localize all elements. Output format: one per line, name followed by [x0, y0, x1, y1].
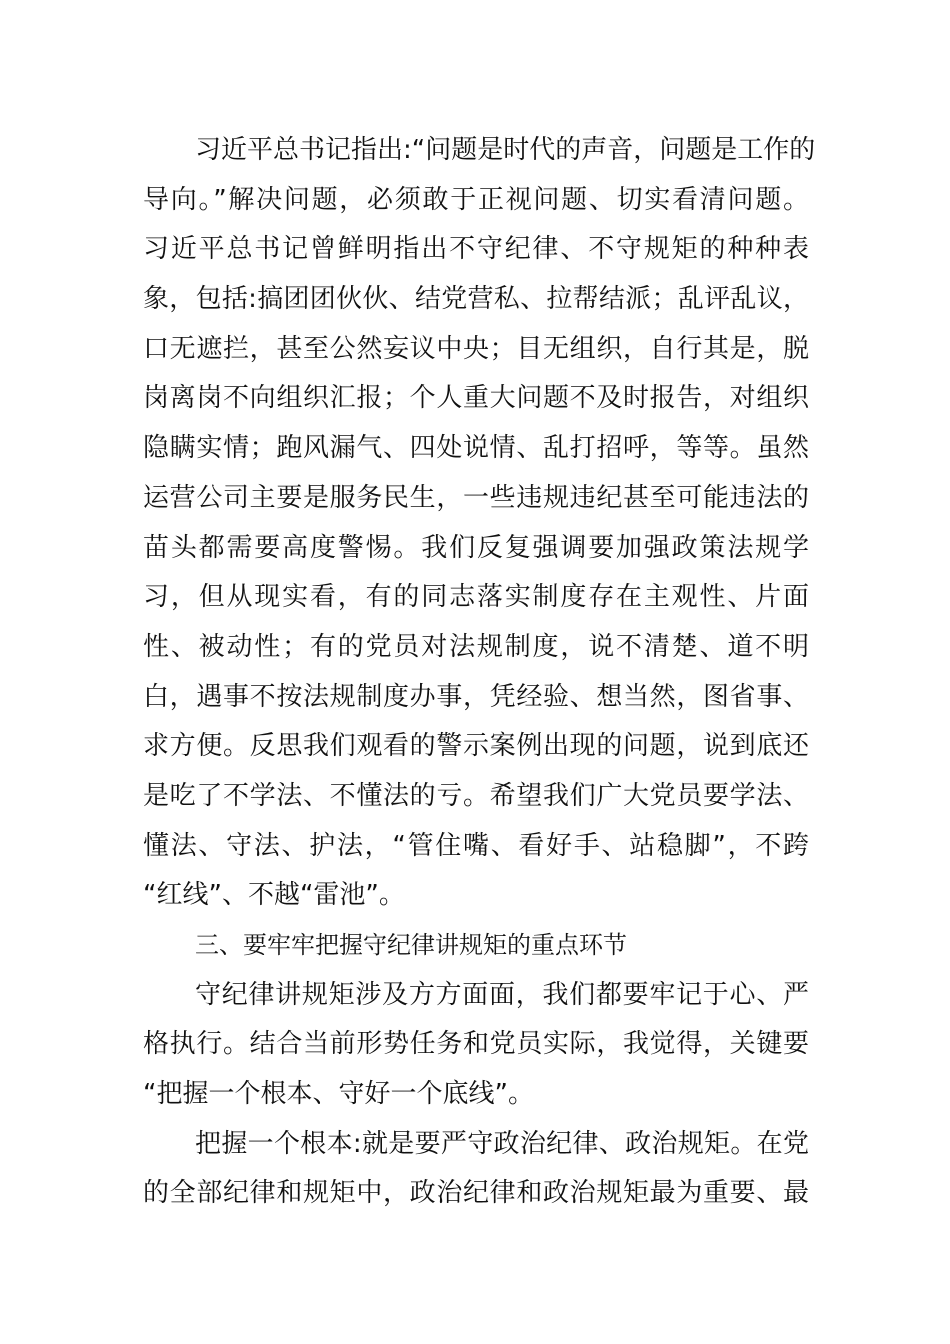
- paragraph-line: 把握一个根本:就是要严守政治纪律、政治规矩。在党: [195, 1128, 809, 1159]
- body-text: [143, 126, 816, 1219]
- section-heading: 三、要牢牢把握守纪律讲规矩的重点环节: [195, 931, 627, 959]
- paragraph-line: 求方便。反思我们观看的警示案例出现的问题，说到底还: [143, 731, 809, 762]
- paragraph-line: 白，遇事不按法规制度办事，凭经验、想当然，图省事、: [143, 681, 809, 712]
- paragraph-line: 习近平总书记曾鲜明指出不守纪律、不守规矩的种种表: [143, 234, 809, 265]
- paragraph-line: 运营公司主要是服务民生，一些违规违纪甚至可能违法的: [143, 482, 809, 513]
- paragraph-line: 苗头都需要高度警惕。我们反复强调要加强政策法规学: [143, 532, 809, 563]
- paragraph-line: 懂法、守法、护法，“管住嘴、看好手、站稳脚”，不跨: [143, 830, 809, 861]
- paragraph-line: 口无遮拦，甚至公然妄议中央；目无组织，自行其是，脱: [143, 333, 809, 364]
- paragraph-line: 习，但从现实看，有的同志落实制度存在主观性、片面: [143, 582, 809, 613]
- paragraph-line: 是吃了不学法、不懂法的亏。希望我们广大党员要学法、: [143, 780, 809, 811]
- paragraph-line: “红线”、不越“雷池”。: [143, 880, 405, 911]
- paragraph-line: 导向。”解决问题，必须敢于正视问题、切实看清问题。: [143, 184, 809, 215]
- paragraph-line: 习近平总书记指出:“问题是时代的声音，问题是工作的: [195, 135, 816, 165]
- paragraph-line: 象，包括:搞团团伙伙、结党营私、拉帮结派；乱评乱议，: [143, 284, 809, 315]
- paragraph-line: 隐瞒实情；跑风漏气、四处说情、乱打招呼，等等。虽然: [143, 433, 809, 464]
- paragraph-line: “把握一个根本、守好一个底线”。: [143, 1079, 534, 1110]
- paragraph-line: 格执行。结合当前形势任务和党员实际，我觉得，关键要: [143, 1029, 809, 1060]
- paragraph-line: 守纪律讲规矩涉及方方面面，我们都要牢记于心、严: [195, 979, 809, 1010]
- paragraph-line: 性、被动性；有的党员对法规制度，说不清楚、道不明: [143, 631, 809, 662]
- paragraph-line: 的全部纪律和规矩中，政治纪律和政治规矩最为重要、最: [143, 1178, 809, 1209]
- paragraph-line: 岗离岗不向组织汇报；个人重大问题不及时报告，对组织: [143, 383, 809, 414]
